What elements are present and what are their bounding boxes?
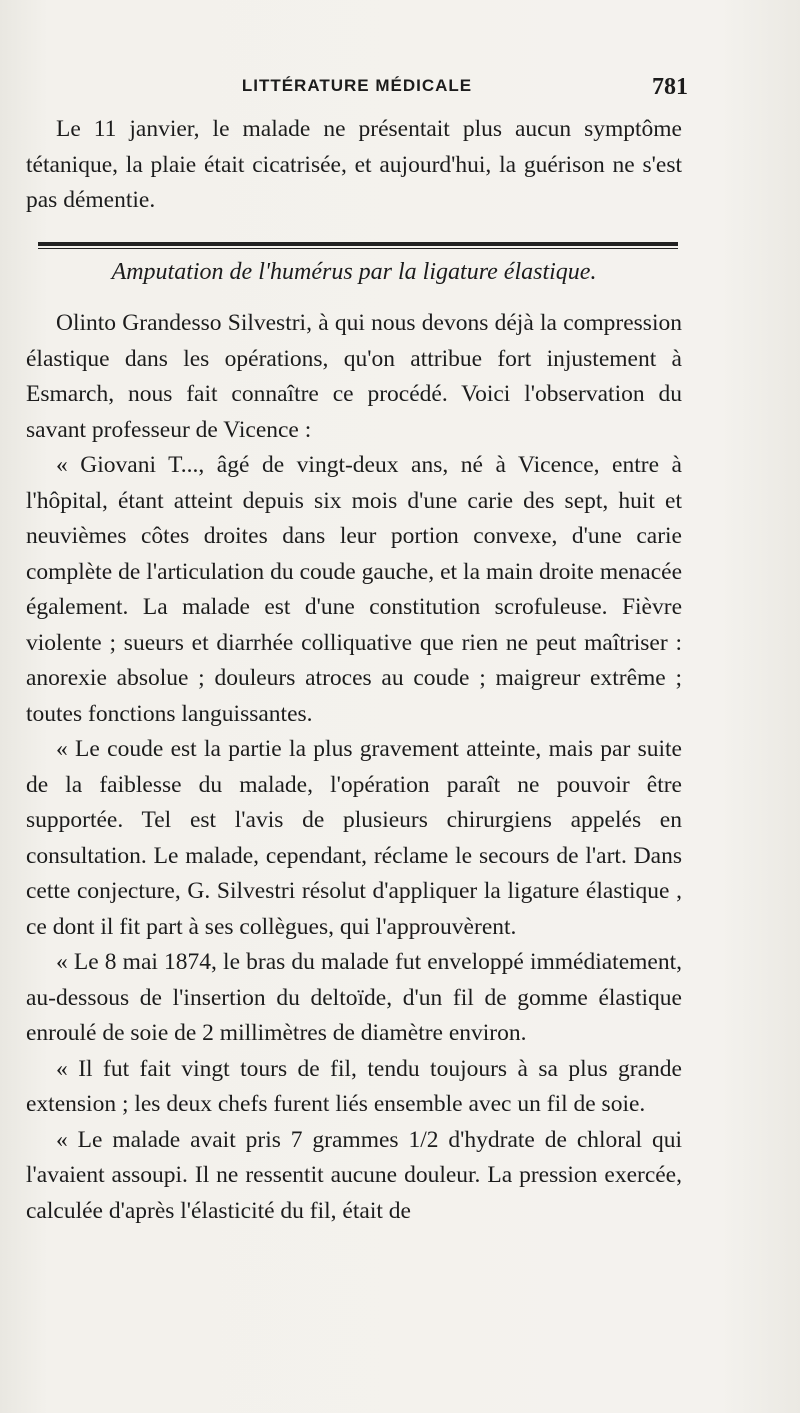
paragraph: Le 11 janvier, le malade ne présentait plus aucun symptôme tétanique, la plaie était cicatrisée, et aujourd'hui, la guérison ne s'est pas démentie. xyxy=(26,116,682,213)
paragraph: « Le 8 mai 1874, le bras du malade fut enveloppé immédiatement, au-dessous de l'insertion du deltoïde, d'un fil de gomme élastique enroulé de soie de 2 millimètres de diamètre environ. xyxy=(26,949,682,1046)
paragraph: « Le malade avait pris 7 grammes 1/2 d'hydrate de chloral qui l'avaient assoupi. Il ne ressentit aucune douleur. La pression exercée, calculée d'après l'élasticité du fil, était de xyxy=(26,1126,682,1224)
section-title: Amputation de l'humérus par la ligature élastique. xyxy=(111,258,597,285)
body-text xyxy=(26,112,682,1229)
paragraph: « Giovani T..., âgé de vingt-deux ans, né à Vicence, entre à l'hôpital, étant atteint depuis six mois d'une carie des sept, huit et neuvièmes côtes droites dans leur portion convexe, d'une carie complète de l'articulation du coude gauche, et la main droite menacée également. La malade est d'une constitution scrofuleuse. Fièvre violente ; sueurs et diarrhée colliquative que rien ne peut maîtriser : anorexie absolue ; douleurs atroces au coude ; maigreur extrême ; toutes fonctions languissantes. xyxy=(26,452,682,727)
paragraph: Olinto Grandesso Silvestri, à qui nous devons déjà la compression élastique dans les opérations, qu'on attribue fort injustement à Esmarch, nous fait connaître ce procédé. Voici l'observation du savant professeur de Vicence : xyxy=(26,310,682,443)
page-number: 781 xyxy=(652,74,688,100)
page-header xyxy=(26,74,688,104)
paragraph: « Le coude est la partie la plus gravement atteinte, mais par suite de la faiblesse du malade, l'opération paraît ne pouvoir être supportée. Tel est l'avis de plusieurs chirurgiens appelés en consultation. Le malade, cependant, réclame le secours de l'art. Dans cette conjecture, G. Silvestri résolut d'appliquer la ligature élastique , ce dont il fit part à ses collègues, qui l'approuvèrent. xyxy=(26,736,682,940)
running-head: LITTÉRATURE MÉDICALE xyxy=(241,76,473,95)
paragraph: « Il fut fait vingt tours de fil, tendu toujours à sa plus grande extension ; les deux chefs furent liés ensemble avec un fil de soie. xyxy=(26,1055,682,1117)
section-divider xyxy=(38,242,678,249)
